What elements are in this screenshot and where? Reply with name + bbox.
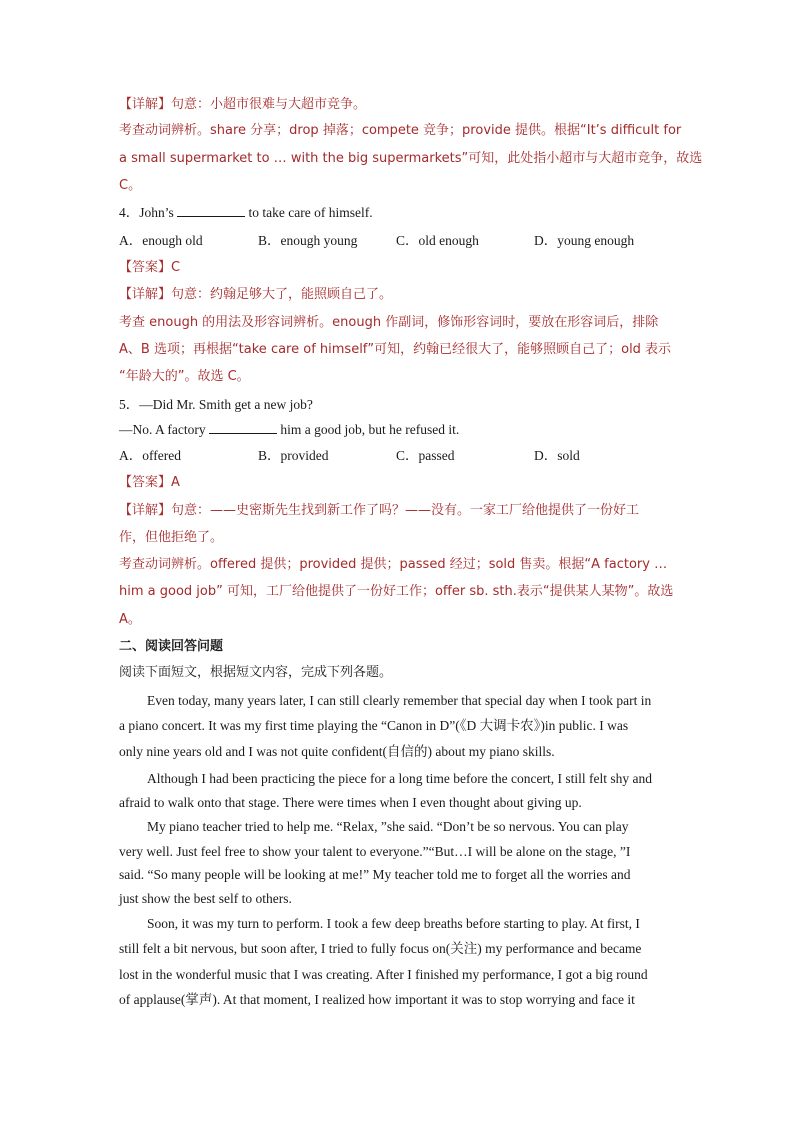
section-instruction: 阅读下面短文，根据短文内容，完成下列各题。 xyxy=(119,665,393,680)
passage-line-6: My piano teacher tried to help me. “Relax, ”she said. “Don’t be so nervous. You can play xyxy=(147,819,629,834)
q5-answer-label: 【答案】 xyxy=(119,475,172,490)
q4-stem-after: to take care of himself. xyxy=(248,205,373,220)
passage-line-3: only nine years old and I was not quite confident(自信的) about my piano skills. xyxy=(119,744,555,759)
q5-options xyxy=(119,447,679,465)
passage-line-1: Even today, many years later, I can still clearly remember that special day when I took part in xyxy=(147,693,652,708)
q5-detail-line-2: 作，但他拒绝了。 xyxy=(119,530,224,545)
q5-option-b: B．provided xyxy=(258,448,329,463)
q4-detail-text: 句意：约翰足够大了，能照顾自己了。 xyxy=(171,287,393,302)
q5-detail-line-1: 句意：——史密斯先生找到新工作了吗？——没有。一家工厂给他提供了一份好工 xyxy=(171,503,640,518)
q5-stem-line-2 xyxy=(119,421,679,439)
q5-analysis-line-3: A。 xyxy=(119,612,141,627)
q3-detail xyxy=(119,95,679,114)
q4-stem xyxy=(119,204,679,222)
q4-analysis-line-1: 考查 enough 的用法及形容词辨析。enough 作副词，修饰形容词时，要放在形容词后，排除 xyxy=(119,315,659,330)
passage-line-8: said. “So many people will be looking at me!” My teacher told me to forget all the worries and xyxy=(119,867,631,882)
q3-detail-text: 句意：小超市很难与大超市竞争。 xyxy=(171,97,367,112)
q4-detail xyxy=(119,286,679,304)
q4-answer-label: 【答案】 xyxy=(119,260,172,275)
q4-option-c: C．old enough xyxy=(396,233,479,248)
q5-option-c: C．passed xyxy=(396,448,455,463)
passage-line-13: of applause(掌声). At that moment, I realized how important it was to stop worrying and face it xyxy=(119,992,635,1007)
q3-analysis-line-1: 考查动词辨析。share 分享；drop 掉落；compete 竞争；provide 提供。根据“It’s difficult for xyxy=(119,123,682,138)
q5-stem-after: him a good job, but he refused it. xyxy=(280,422,460,437)
q5-answer xyxy=(119,474,679,492)
passage-line-4: Although I had been practicing the piece for a long time before the concert, I still felt shy and xyxy=(147,771,652,786)
q4-analysis-line-2: A、B 选项；再根据“take care of himself”可知，约翰已经很大了，能够照顾自己了；old 表示 xyxy=(119,342,672,357)
q4-option-a: A．enough old xyxy=(119,233,203,248)
q4-blank xyxy=(177,204,245,217)
q4-option-b: B．enough young xyxy=(258,233,358,248)
q5-analysis-line-2: him a good job” 可知，工厂给他提供了一份好工作；offer sb. sth.表示“提供某人某物”。故选 xyxy=(119,584,674,599)
q5-option-a: A．offered xyxy=(119,448,181,463)
passage-line-5: afraid to walk onto that stage. There were times when I even thought about giving up. xyxy=(119,795,582,810)
q5-blank xyxy=(209,421,277,434)
q5-stem-line-1: 5．—Did Mr. Smith get a new job? xyxy=(119,397,313,412)
passage-line-12: lost in the wonderful music that I was creating. After I finished my performance, I got a big round xyxy=(119,967,648,982)
section-heading: 二、阅读回答问题 xyxy=(119,639,224,654)
q4-options xyxy=(119,232,679,250)
q4-answer xyxy=(119,259,679,277)
q5-answer-value: A xyxy=(171,475,180,490)
q5-stem-before: —No. A factory xyxy=(119,422,206,437)
passage-line-2: a piano concert. It was my first time playing the “Canon in D”(《D 大调卡农》)in public. I was xyxy=(119,718,629,733)
q5-option-d: D．sold xyxy=(534,448,580,463)
q4-stem-before: 4．John’s xyxy=(119,205,174,220)
q3-analysis-line-3: C。 xyxy=(119,178,142,193)
q4-detail-label: 【详解】 xyxy=(119,287,172,302)
q5-analysis-line-1: 考查动词辨析。offered 提供；provided 提供；passed 经过；sold 售卖。根据“A factory … xyxy=(119,557,668,572)
q3-analysis-line-2: a small supermarket to … with the big supermarkets”可知，此处指小超市与大超市竞争，故选 xyxy=(119,151,703,166)
q4-option-d: D．young enough xyxy=(534,233,635,248)
passage-line-9: just show the best self to others. xyxy=(119,891,292,906)
q5-detail-label: 【详解】 xyxy=(119,503,172,518)
passage-line-7: very well. Just feel free to show your talent to everyone.”“But…I will be alone on the stage, ”I xyxy=(119,844,631,859)
q4-analysis-line-3: “年龄大的”。故选 C。 xyxy=(119,369,250,384)
q5-detail xyxy=(119,502,679,520)
passage-line-11: still felt a bit nervous, but soon after, I tried to fully focus on(关注) my performance and became xyxy=(119,941,642,956)
q3-detail-label: 【详解】 xyxy=(119,97,172,112)
q4-answer-value: C xyxy=(171,260,181,275)
passage-line-10: Soon, it was my turn to perform. I took a few deep breaths before starting to play. At first, I xyxy=(147,916,640,931)
